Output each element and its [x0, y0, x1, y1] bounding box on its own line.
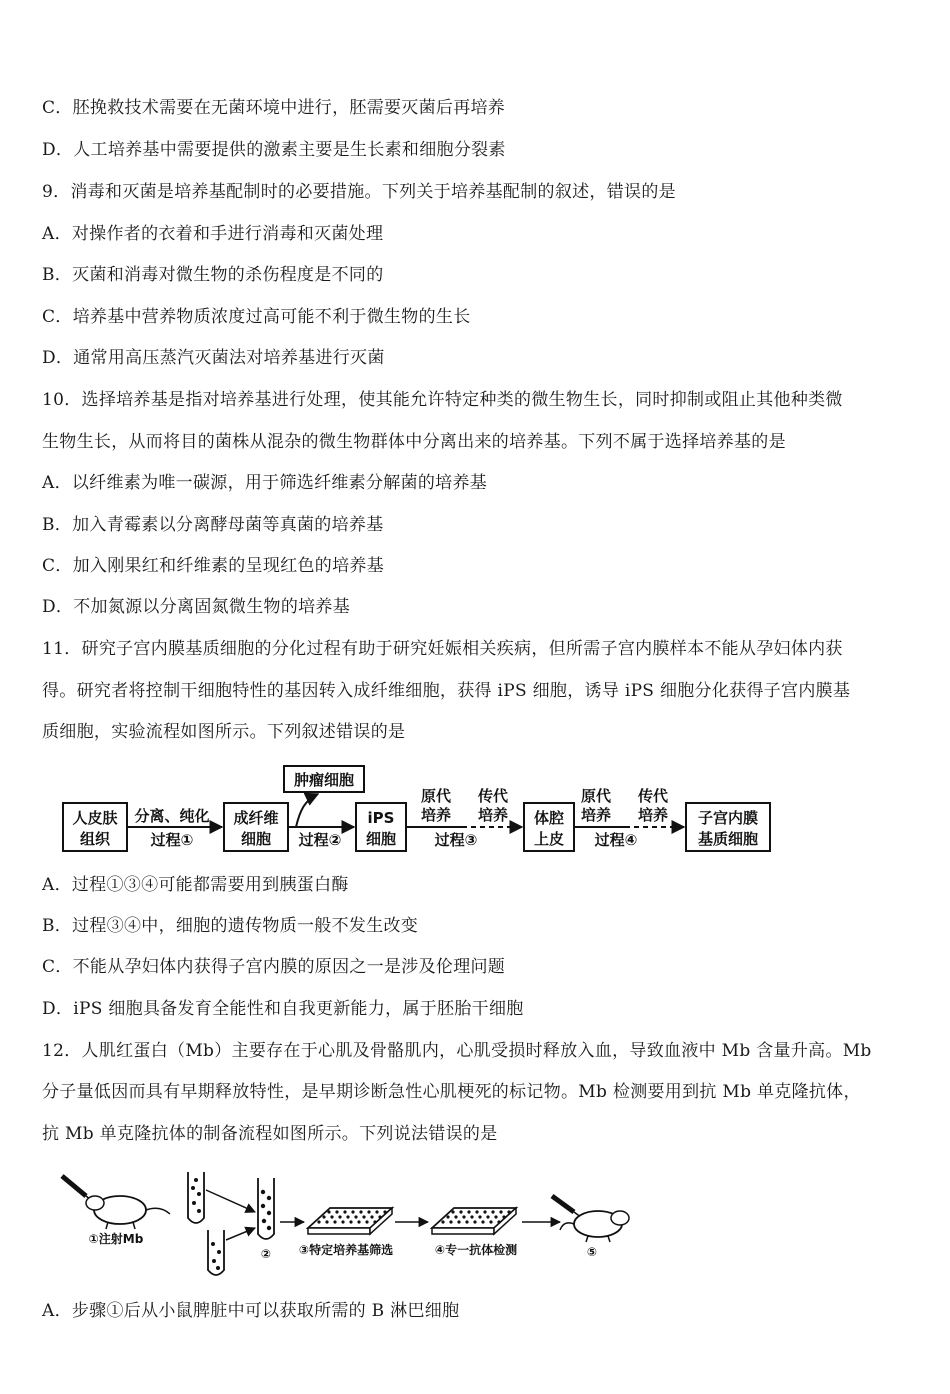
question-11-line2: 得。研究者将控制干细胞特性的基因转入成纤维细胞，获得 iPS 细胞，诱导 iPS 细胞分化获得子宫内膜基: [42, 681, 851, 701]
box2-line1: 成纤维: [233, 809, 279, 827]
q10-option-d: D．不加氮源以分离固氮微生物的培养基: [42, 597, 351, 617]
arrow3-passage-1: 传代: [477, 787, 509, 805]
ips-flow-diagram: [63, 766, 770, 851]
q9-option-b: B．灭菌和消毒对微生物的杀伤程度是不同的: [42, 265, 384, 285]
q9-option-d: D．通常用高压蒸汽灭菌法对培养基进行灭菌: [42, 348, 385, 368]
arrow3-primary-1: 原代: [420, 787, 452, 805]
arrow4-bottom-label: 过程④: [594, 831, 638, 849]
box4-line1: 体腔: [533, 809, 565, 827]
arrow3-primary-2: 培养: [420, 806, 452, 824]
option-d-hormone: D．人工培养基中需要提供的激素主要是生长素和细胞分裂素: [42, 140, 506, 160]
arrow-to-tumor: [296, 794, 318, 827]
box-ips-cell: [356, 803, 406, 851]
box1-line1: 人皮肤: [72, 809, 118, 827]
box-fibroblast: [224, 803, 288, 851]
step4-label: ④专一抗体检测: [434, 1243, 518, 1257]
arrow4-passage-2: 培养: [637, 806, 669, 824]
step2-label: ②: [260, 1247, 272, 1261]
test-tube-myeloma-cells: [208, 1230, 224, 1275]
test-tube-fusion: [258, 1178, 274, 1239]
question-12-line1: 12．人肌红蛋白（Mb）主要存在于心肌及骨骼肌内，心肌受损时释放入血，导致血液中 Mb 含量升高。Mb: [42, 1041, 872, 1061]
q11-option-d: D．iPS 细胞具备发育全能性和自我更新能力，属于胚胎干细胞: [42, 999, 524, 1019]
antibody-flow-figure: [62, 1172, 629, 1275]
question-11-line1: 11．研究子宫内膜基质细胞的分化过程有助于研究妊娠相关疾病，但所需子宫内膜样本不能从孕妇体内获: [42, 639, 843, 659]
arrow3-bottom-label: 过程③: [434, 831, 478, 849]
mouse-antibody-icon: [552, 1196, 629, 1242]
box5-line2: 基质细胞: [697, 830, 759, 848]
box4-line2: 上皮: [533, 830, 565, 848]
step3-label: ③特定培养基筛选: [298, 1243, 394, 1257]
box2-line2: 细胞: [240, 830, 272, 848]
box3-line1: iPS: [367, 809, 395, 827]
arrow1-bottom-label: 过程①: [150, 831, 194, 849]
box-skin-tissue: [63, 803, 127, 851]
step5-label: ⑤: [586, 1245, 598, 1259]
box1-line2: 组织: [79, 830, 111, 848]
step1-label: ①注射Mb: [88, 1232, 144, 1246]
question-11-line3: 质细胞，实验流程如图所示。下列叙述错误的是: [42, 722, 406, 742]
arrow4-primary-1: 原代: [580, 787, 612, 805]
q11-option-a: A．过程①③④可能都需要用到胰蛋白酶: [42, 875, 349, 895]
test-tube-spleen-cells: [188, 1172, 204, 1223]
q10-option-c: C．加入刚果红和纤维素的呈现红色的培养基: [42, 556, 385, 576]
arrow-to-fusion-2: [226, 1228, 255, 1240]
q11-option-b: B．过程③④中，细胞的遗传物质一般不发生改变: [42, 916, 419, 936]
arrow4-passage-1: 传代: [637, 787, 669, 805]
question-12-line2: 分子量低因而具有早期释放特性，是早期诊断急性心肌梗死的标记物。Mb 检测要用到抗 Mb 单克隆抗体，: [42, 1082, 861, 1102]
box-endometrial-stromal: [686, 803, 770, 851]
arrow4-primary-2: 培养: [580, 806, 612, 824]
q10-option-b: B．加入青霉素以分离酵母菌等真菌的培养基: [42, 515, 384, 535]
question-10-line2: 生物生长，从而将目的菌株从混杂的微生物群体中分离出来的培养基。下列不属于选择培养基的是: [42, 432, 786, 452]
box-tumor: [284, 766, 364, 792]
mouse-injection-icon: [62, 1176, 170, 1229]
box3-line2: 细胞: [365, 830, 397, 848]
question-9: 9．消毒和灭菌是培养基配制时的必要措施。下列关于培养基配制的叙述，错误的是: [42, 182, 676, 202]
question-12-line3: 抗 Mb 单克隆抗体的制备流程如图所示。下列说法错误的是: [42, 1124, 498, 1144]
arrow-to-fusion-1: [206, 1190, 255, 1212]
question-10-line1: 10．选择培养基是指对培养基进行处理，使其能允许特定种类的微生物生长，同时抑制或阻止其他种类微: [42, 390, 843, 410]
culture-plate-detection: [432, 1208, 516, 1234]
arrow3-passage-2: 培养: [477, 806, 509, 824]
arrow2-bottom-label: 过程②: [298, 831, 342, 849]
option-c-embryo: C．胚挽救技术需要在无菌环境中进行，胚需要灭菌后再培养: [42, 98, 506, 118]
q11-option-c: C．不能从孕妇体内获得子宫内膜的原因之一是涉及伦理问题: [42, 957, 506, 977]
q10-option-a: A．以纤维素为唯一碳源，用于筛选纤维素分解菌的培养基: [42, 473, 488, 493]
q9-option-a: A．对操作者的衣着和手进行消毒和灭菌处理: [42, 224, 384, 244]
q9-option-c: C．培养基中营养物质浓度过高可能不利于微生物的生长: [42, 307, 471, 327]
tumor-label: 肿瘤细胞: [293, 771, 355, 789]
box-coelomic-epithelium: [524, 803, 574, 851]
q12-option-a: A．步骤①后从小鼠脾脏中可以获取所需的 B 淋巴细胞: [42, 1301, 460, 1321]
culture-plate-screening: [308, 1208, 392, 1234]
arrow1-top-label: 分离、纯化: [134, 807, 210, 825]
box5-line1: 子宫内膜: [697, 809, 759, 827]
